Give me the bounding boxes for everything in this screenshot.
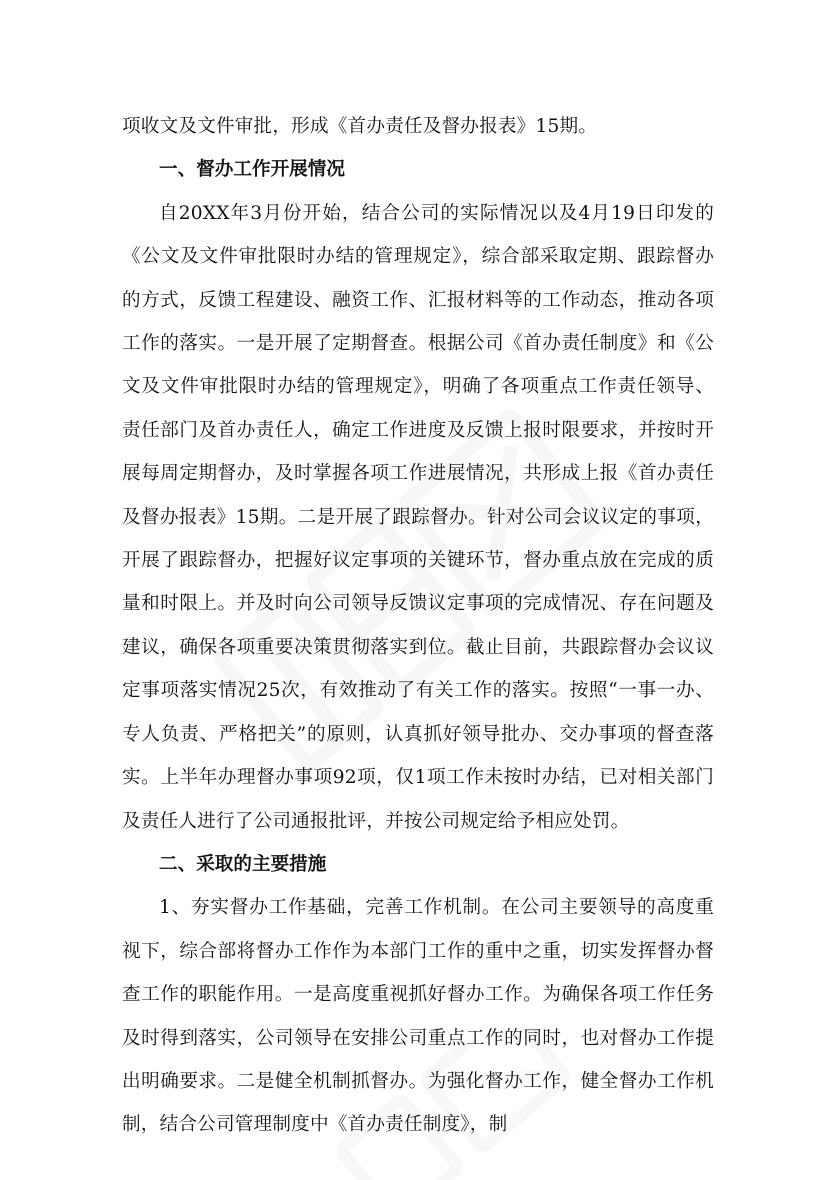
section-heading-measures: 二、采取的主要措施 <box>159 853 327 875</box>
section-heading-progress: 一、督办工作开展情况 <box>159 159 345 181</box>
lead-line: 项收文及文件审批，形成《首办责任及督办报表》15期。 <box>122 116 598 137</box>
section-paragraph-measures: 1、夯实督办工作基础，完善工作机制。在公司主要领导的高度重视下，综合部将督办工作作为本部门工作的重中之重，切实发挥督办督查工作的职能作用。一是高度重视抓好督办工作。为确保各项工作任务及时得到落实，公司领导在安排公司重点工作的同时，也对督办工作提出明确要求。二是健全机制抓督办。为强化督办工作，健全督办工作机制，结合公司管理制度中《首办责任制度》，制 <box>122 897 714 1136</box>
document-body <box>122 105 714 1147</box>
section-paragraph-progress: 自20XX年3月份开始，结合公司的实际情况以及4月19日印发的《公文及文件审批限时办结的管理规定》，综合部采取定期、跟踪督办的方式，反馈工程建设、融资工作、汇报材料等的工作动态，推动各项工作的落实。一是开展了定期督查。根据公司《首办责任制度》和《公文及文件审批限时办结的管理规定》，明确了各项重点工作责任领导、责任部门及首办责任人，确定工作进度及反馈上报时限要求，并按时开展每周定期督办，及时掌握各项工作进展情况，共形成上报《首办责任及督办报表》15期。二是开展了跟踪督办。针对公司会议议定的事项，开展了跟踪督办，把握好议定事项的关键环节，督办重点放在完成的质量和时限上。并及时向公司领导反馈议定事项的完成情况、存在问题及建议，确保各项重要决策贯彻落实到位。截止目前，共跟踪督办会议议定事项落实情况25次，有效推动了有关工作的落实。按照“一事一办、专人负责、严格把关”的原则，认真抓好领导批办、交办事项的督查落实。上半年办理督办事项92项，仅1项工作未按时办结，已对相关部门及责任人进行了公司通报批评，并按公司规定给予相应处罚。 <box>122 202 714 832</box>
